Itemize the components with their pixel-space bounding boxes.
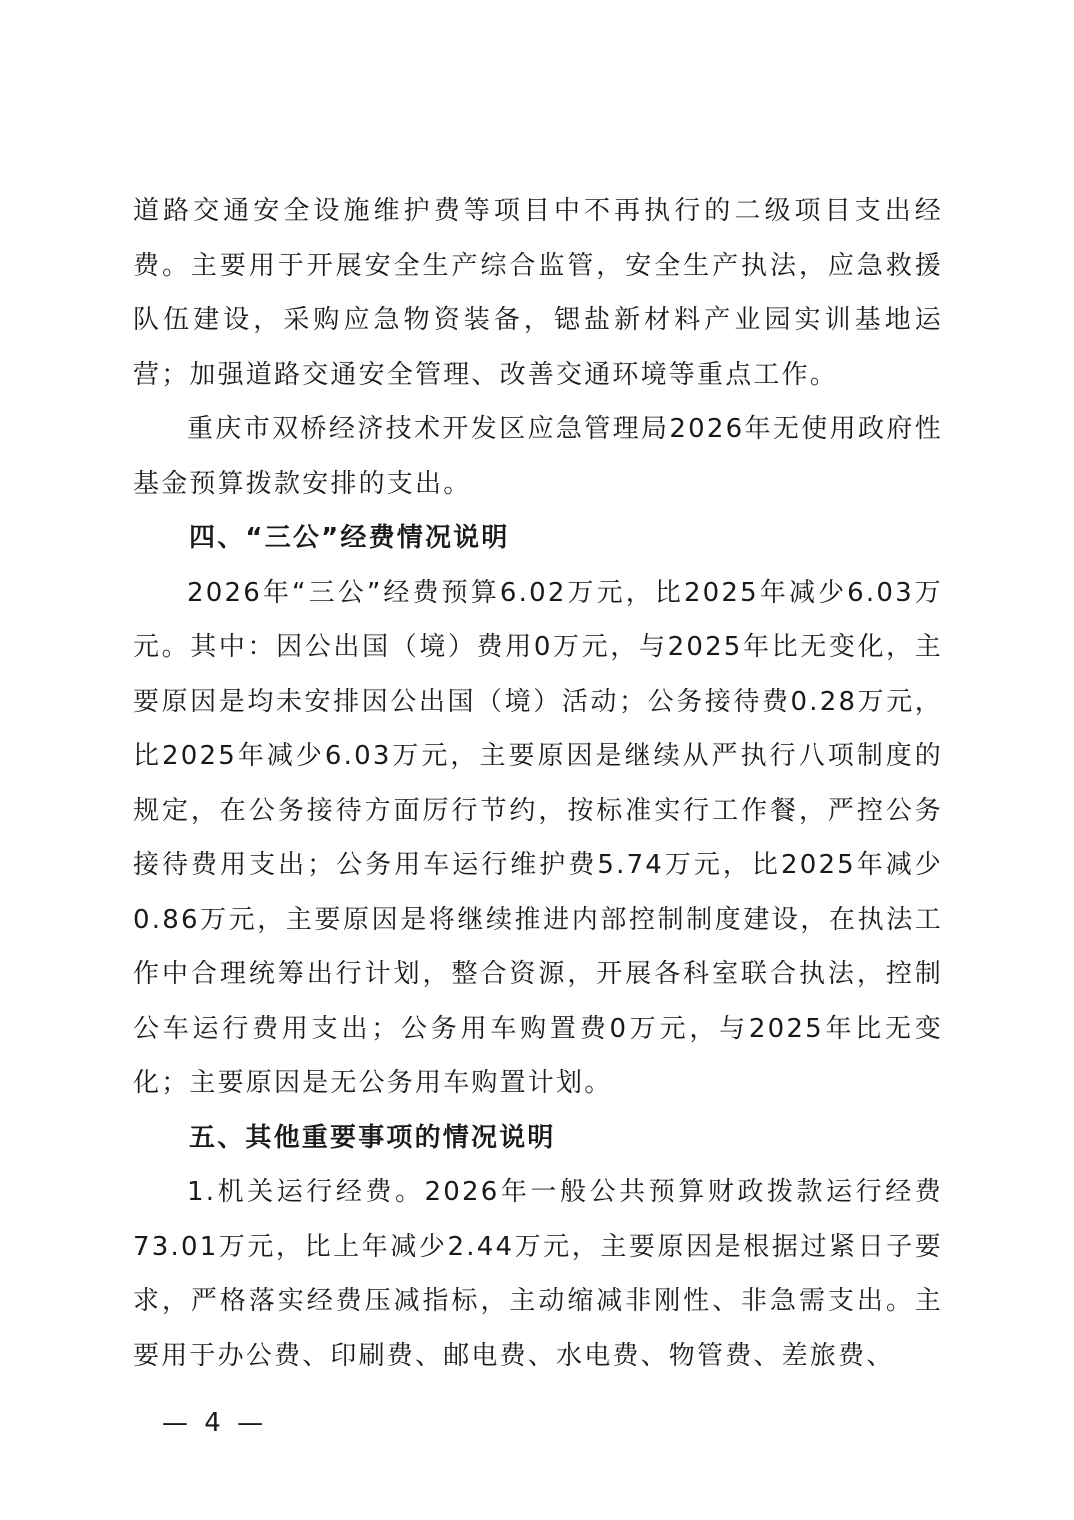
paragraph-three-public-expenses: 2026年“三公”经费预算6.02万元，比2025年减少6.03万元。其中：因公出国（境）费用0万元，与2025年比无变化，主要原因是均未安排因公出国（境）活动；公务接待费0.28万元，比2025年减少6.03万元，主要原因是继续从严执行八项制度的规定，在公务接待方面厉行节约，按标准实行工作餐，严控公务接待费用支出；公务用车运行维护费5.74万元，比2025年减少0.86万元，主要原因是将继续推进内部控制制度建设，在执法工作中合理统筹出行计划，整合资源，开展各科室联合执法，控制公车运行费用支出；公务用车购置费0万元，与2025年比无变化；主要原因是无公务用车购置计划。 — [133, 577, 943, 1098]
document-body — [133, 184, 943, 1383]
paragraph-government-fund: 重庆市双桥经济技术开发区应急管理局2026年无使用政府性基金预算拨款安排的支出。 — [133, 414, 943, 499]
section-heading-other-matters: 五、其他重要事项的情况说明 — [189, 1122, 556, 1153]
paragraph-continuation: 道路交通安全设施维护费等项目中不再执行的二级项目支出经费。主要用于开展安全生产综合监管，安全生产执法，应急救援队伍建设，采购应急物资装备，锶盐新材料产业园实训基地运营；加强道路交通安全管理、改善交通环境等重点工作。 — [133, 196, 943, 390]
paragraph-operating-expenses: 1.机关运行经费。2026年一般公共预算财政拨款运行经费73.01万元，比上年减少2.44万元，主要原因是根据过紧日子要求，严格落实经费压减指标，主动缩减非刚性、非急需支出。主要用于办公费、印刷费、邮电费、水电费、物管费、差旅费、 — [133, 1177, 943, 1371]
page-number: — 4 — — [162, 1408, 268, 1438]
section-heading-three-public-expenses: 四、“三公”经费情况说明 — [189, 523, 510, 553]
